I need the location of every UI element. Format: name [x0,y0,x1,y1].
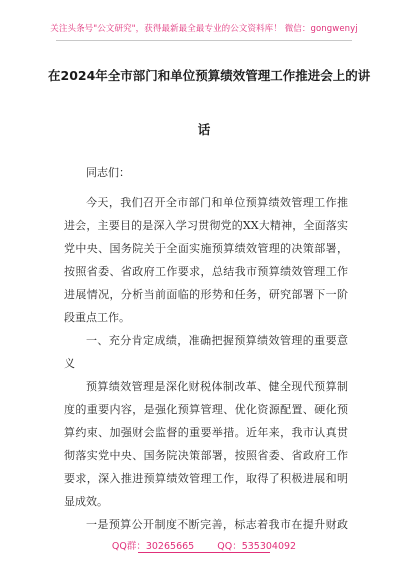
body-line: 段重点工作。 [64,311,130,324]
body-line: 彻落实党中央、国务院决策部署，按照省委、省政府工作 [64,449,348,462]
footer-underline [138,552,270,553]
footer-qq-group: QQ群：30265665 [111,541,195,552]
section-heading: 义 [64,357,75,370]
body-line: 按照省委、省政府工作要求，总结我市预算绩效管理工作 [64,265,348,278]
body-line: 度的重要内容，是强化预算管理、优化资源配置、硬化预 [64,403,348,416]
section-heading: 一、充分肯定成绩，准确把握预算绩效管理的重要意 [86,334,348,347]
body-line: 显成效。 [64,495,108,508]
body-line: 党中央、国务院关于全面实施预算绩效管理的决策部署， [64,242,348,255]
header-promo-note: 关注头条号"公文研究"，获得最新最全最专业的公文资料库！ 微信：gongwenyj [50,24,358,34]
footer-qq: QQ：535304092 [217,541,297,552]
body-line: 进展情况，分析当前面临的形势和任务，研究部署下一阶 [64,288,348,301]
header-divider [56,40,352,41]
document-title-line-2: 话 [197,122,211,137]
salutation: 同志们： [86,166,130,179]
body-line: 进会，主要目的是深入学习贯彻党的XX大精神，全面落实 [64,219,348,232]
body-line: 今天，我们召开全市部门和单位预算绩效管理工作推 [86,196,348,209]
body-line: 预算绩效管理是深化财税体制改革、健全现代预算制 [86,380,348,393]
body-line: 一是预算公开制度不断完善，标志着我市在提升财政 [86,518,348,531]
document-title-line-1: 在2024年全市部门和单位预算绩效管理工作推进会上的讲 [48,68,371,83]
body-line: 算约束、加强财会监督的重要举措。近年来，我市认真贯 [64,426,348,439]
footer-contact [0,538,408,552]
body-line: 要求，深入推进预算绩效管理工作，取得了积极进展和明 [64,472,348,485]
